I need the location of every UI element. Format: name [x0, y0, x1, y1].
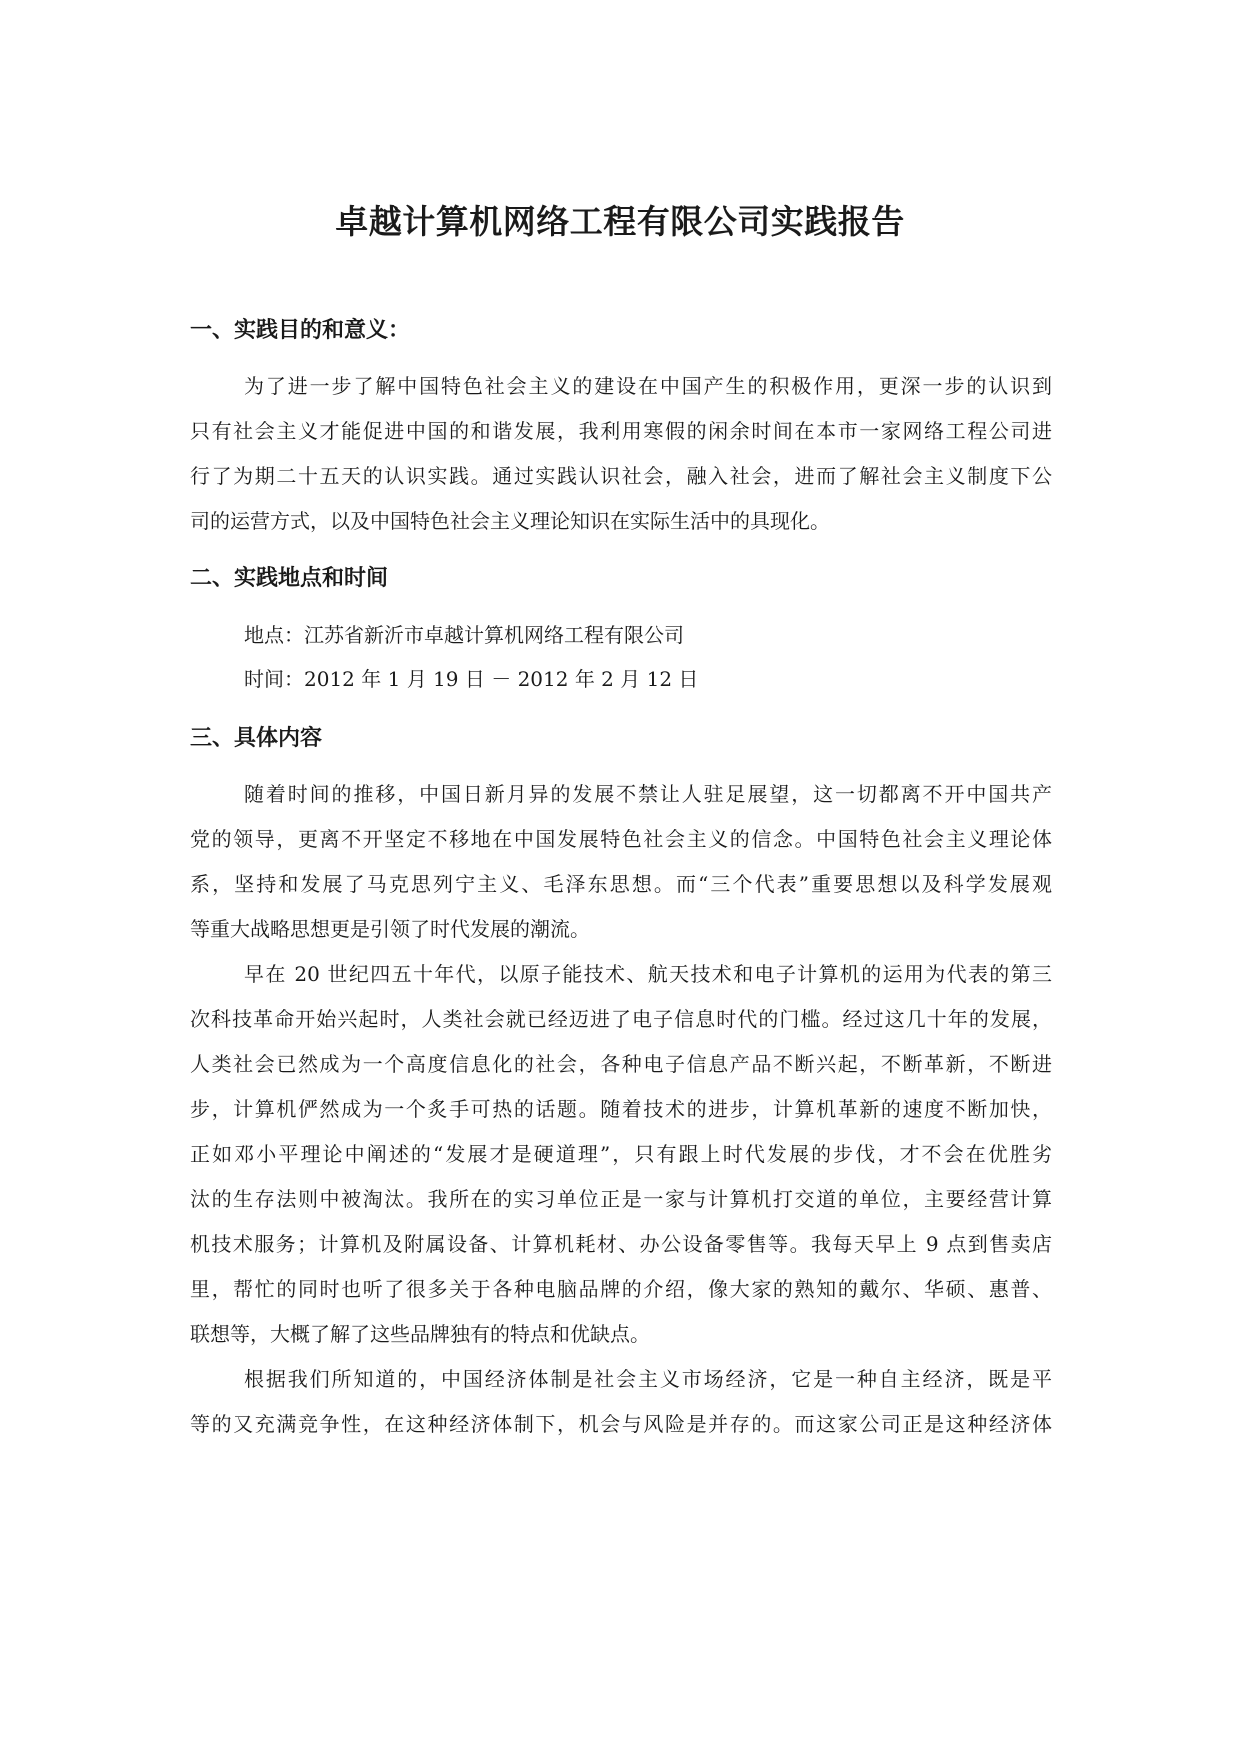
paragraph-line: 党的领导，更离不开坚定不移地在中国发展特色社会主义的信念。中国特色社会主义理论体: [190, 827, 1052, 851]
paragraph-line: 根据我们所知道的，中国经济体制是社会主义市场经济，它是一种自主经济，既是平: [244, 1367, 1052, 1391]
paragraph-line: 早在 20 世纪四五十年代，以原子能技术、航天技术和电子计算机的运用为代表的第三: [244, 962, 1052, 986]
paragraph-line: 步，计算机俨然成为一个炙手可热的话题。随着技术的进步，计算机革新的速度不断加快，: [190, 1097, 1052, 1121]
section-heading-place-time: 二、实践地点和时间: [190, 566, 389, 591]
paragraph-line: 只有社会主义才能促进中国的和谐发展，我利用寒假的闲余时间在本市一家网络工程公司进: [190, 419, 1052, 443]
paragraph-line: 里，帮忙的同时也听了很多关于各种电脑品牌的介绍，像大家的熟知的戴尔、华硕、惠普、: [190, 1277, 1052, 1301]
paragraph-line: 汰的生存法则中被淘汰。我所在的实习单位正是一家与计算机打交道的单位，主要经营计算: [190, 1187, 1052, 1211]
location-line: 地点：江苏省新沂市卓越计算机网络工程有限公司: [244, 623, 684, 647]
section-heading-purpose: 一、实践目的和意义：: [190, 318, 411, 343]
paragraph-line: 司的运营方式，以及中国特色社会主义理论知识在实际生活中的具现化。: [190, 509, 830, 533]
document-title: 卓越计算机网络工程有限公司实践报告: [335, 202, 905, 241]
time-line: 时间：2012 年 1 月 19 日 － 2012 年 2 月 12 日: [244, 667, 699, 691]
paragraph-line: 等的又充满竞争性，在这种经济体制下，机会与风险是并存的。而这家公司正是这种经济体: [190, 1412, 1052, 1436]
paragraph-line: 为了进一步了解中国特色社会主义的建设在中国产生的积极作用，更深一步的认识到: [244, 374, 1052, 398]
section-heading-content: 三、具体内容: [190, 726, 323, 751]
paragraph-line: 次科技革命开始兴起时，人类社会就已经迈进了电子信息时代的门槛。经过这几十年的发展，: [190, 1007, 1052, 1031]
paragraph-line: 正如邓小平理论中阐述的“发展才是硬道理”，只有跟上时代发展的步伐，才不会在优胜劣: [190, 1142, 1052, 1166]
paragraph-line: 联想等，大概了解了这些品牌独有的特点和优缺点。: [190, 1322, 650, 1346]
paragraph-line: 人类社会已然成为一个高度信息化的社会，各种电子信息产品不断兴起，不断革新，不断进: [190, 1052, 1052, 1076]
paragraph-line: 等重大战略思想更是引领了时代发展的潮流。: [190, 917, 590, 941]
paragraph-line: 随着时间的推移，中国日新月异的发展不禁让人驻足展望，这一切都离不开中国共产: [244, 782, 1052, 806]
paragraph-line: 系，坚持和发展了马克思列宁主义、毛泽东思想。而“三个代表”重要思想以及科学发展观: [190, 872, 1052, 896]
paragraph-line: 机技术服务；计算机及附属设备、计算机耗材、办公设备零售等。我每天早上 9 点到售卖店: [190, 1232, 1052, 1256]
paragraph-line: 行了为期二十五天的认识实践。通过实践认识社会，融入社会，进而了解社会主义制度下公: [190, 464, 1052, 488]
